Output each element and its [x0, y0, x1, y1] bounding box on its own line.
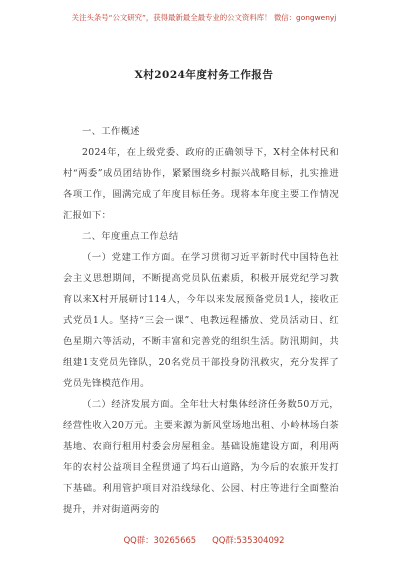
section-heading-overview: 一、工作概述	[82, 126, 140, 137]
paragraph-party-building: （一）党建工作方面。在学习贯彻习近平新时代中国特色社会主义思想期间，不断提高党员队伍素质，积极开展党纪学习教育以来X村开展研讨114人，今年以来发展预备党员1人，接收正式党员1人。坚持“三会一课”、电教远程播放、党员活动日、红色星期六等活动，不断丰富和完善党的组织生活。防汛期间，共组建1支党员先锋队，20名党员干部投身防汛救灾，充分发挥了党员先锋模范作用。	[63, 252, 339, 389]
paragraph-overview: 2024年，在上级党委、政府的正确领导下，X村全体村民和村“两委”成员团结协作，紧紧围绕乡村振兴战略目标，扎实推进各项工作，圆满完成了年度目标任务。现将本年度主要工作情况汇报如下：	[63, 147, 339, 221]
section-heading-key-work: 二、年度重点工作总结	[82, 231, 179, 242]
document-body	[63, 121, 339, 520]
paragraph-economic-development: （二）经济发展方面。全年壮大村集体经济任务数50万元，经营性收入20万元。主要来源为新风堂场地出租、小岭林场白茶基地、农商行租用村委会房屋租金。基础设施建设方面，利用两年的农村公益项目全程贯通了坞石山道路，为今后的农旅开发打下基础。利用管护项目对沿线绿化、公园、村庄等进行全面整治提升，并对街道两旁的	[63, 399, 339, 515]
document-title: X村2024年度村务工作报告	[134, 69, 274, 81]
top-banner: 关注头条号“公文研究”，获得最新最全最专业的公文资料库！ 微信：gongwenyj	[71, 13, 337, 22]
footer-qq-groups: QQ群：30265665 QQ群:535304092	[123, 535, 285, 545]
